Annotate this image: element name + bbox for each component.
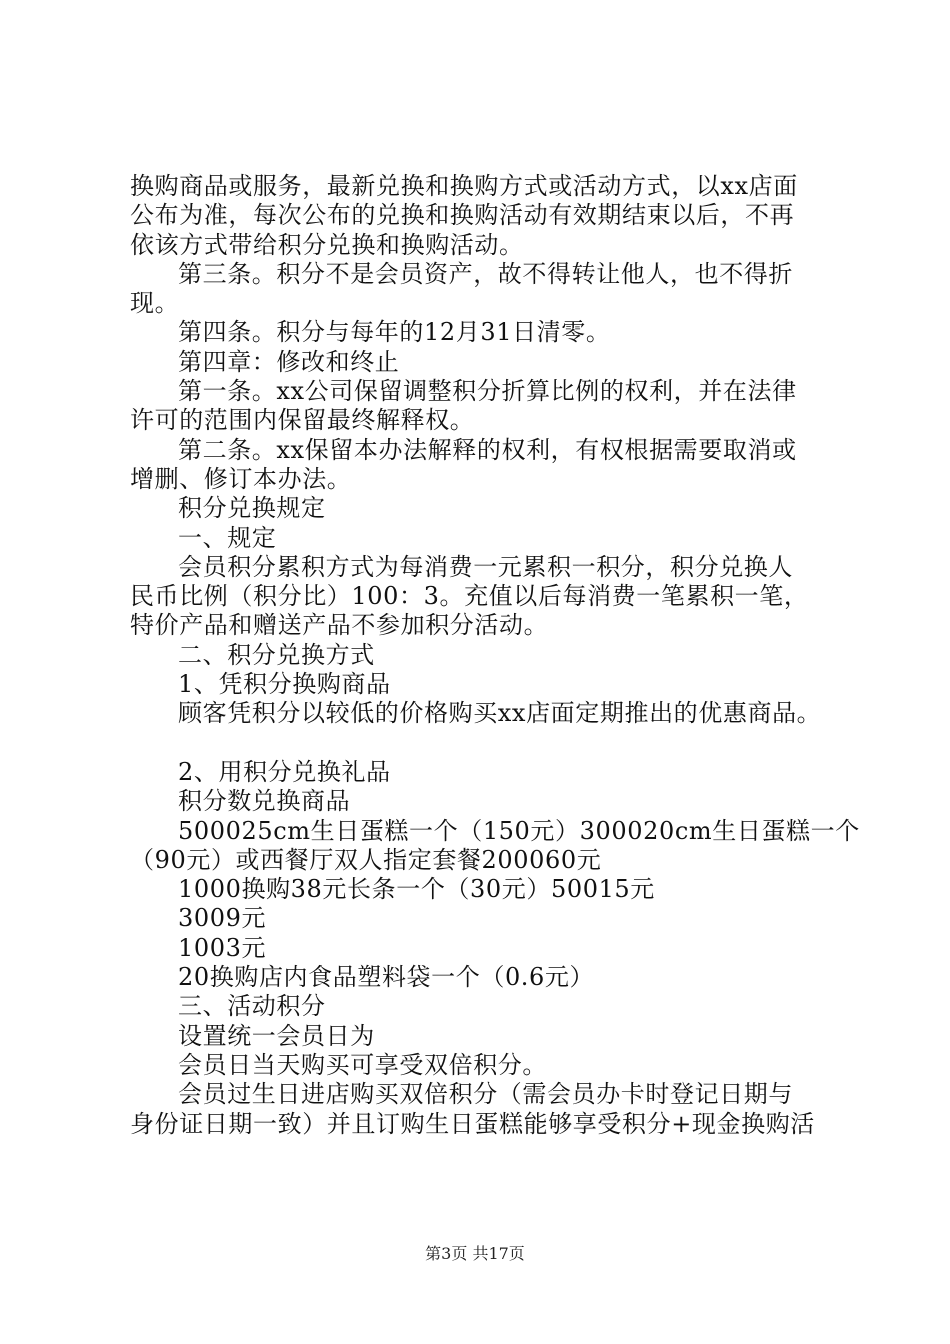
- section-heading: 三、活动积分: [178, 992, 326, 1021]
- text-line: 1、凭积分换购商品: [178, 670, 391, 699]
- text-line: 3009元: [178, 904, 267, 933]
- section-heading: 第四章：修改和终止: [178, 347, 400, 376]
- text-line: 换购商品或服务，最新兑换和换购方式或活动方式，以xx店面: [130, 172, 798, 200]
- text-line: 第四条。积分与每年的12月31日清零。: [178, 318, 611, 347]
- section-heading: 积分兑换规定: [178, 494, 326, 523]
- text-line: 顾客凭积分以较低的价格购买xx店面定期推出的优惠商品。: [178, 699, 822, 728]
- text-line: 特价产品和赠送产品不参加积分活动。: [130, 611, 549, 640]
- text-line: 公布为准，每次公布的兑换和换购活动有效期结束以后，不再: [130, 201, 795, 230]
- text-line: 积分数兑换商品: [178, 787, 351, 816]
- text-line: 第一条。xx公司保留调整积分折算比例的权利，并在法律: [178, 377, 797, 406]
- text-line: 许可的范围内保留最终解释权。: [130, 406, 475, 435]
- text-line: 会员积分累积方式为每消费一元累积一积分，积分兑换人: [178, 552, 793, 581]
- text-line: 身份证日期一致）并且订购生日蛋糕能够享受积分+现金换购活: [130, 1109, 815, 1138]
- blank-line: [130, 729, 836, 758]
- text-line: 设置统一会员日为: [178, 1021, 375, 1050]
- text-line: 1003元: [178, 933, 267, 962]
- text-line: （90元）或西餐厅双人指定套餐200060元: [130, 845, 602, 874]
- text-line: 依该方式带给积分兑换和换购活动。: [130, 230, 524, 259]
- text-line: 会员过生日进店购买双倍积分（需会员办卡时登记日期与: [178, 1080, 793, 1109]
- section-heading: 二、积分兑换方式: [178, 640, 375, 669]
- text-line: 20换购店内食品塑料袋一个（0.6元）: [178, 963, 595, 992]
- text-line: 500025cm生日蛋糕一个（150元）300020cm生日蛋糕一个: [178, 816, 860, 845]
- text-line: 会员日当天购买可享受双倍积分。: [178, 1050, 547, 1079]
- document-body: [130, 172, 860, 1139]
- section-heading: 一、规定: [178, 523, 277, 552]
- text-line: 民币比例（积分比）100：3。充值以后每消费一笔累积一笔，: [130, 582, 809, 611]
- text-line: 现。: [130, 289, 180, 318]
- page-number-footer: 第3页 共17页: [425, 1244, 525, 1263]
- text-line: 增删、修订本办法。: [130, 464, 352, 493]
- text-line: 第三条。积分不是会员资产，故不得转让他人，也不得折: [178, 259, 793, 288]
- text-line: 第二条。xx保留本办法解释的权利，有权根据需要取消或: [178, 435, 797, 464]
- text-line: 1000换购38元长条一个（30元）50015元: [178, 875, 655, 904]
- text-line: 2、用积分兑换礼品: [178, 757, 391, 786]
